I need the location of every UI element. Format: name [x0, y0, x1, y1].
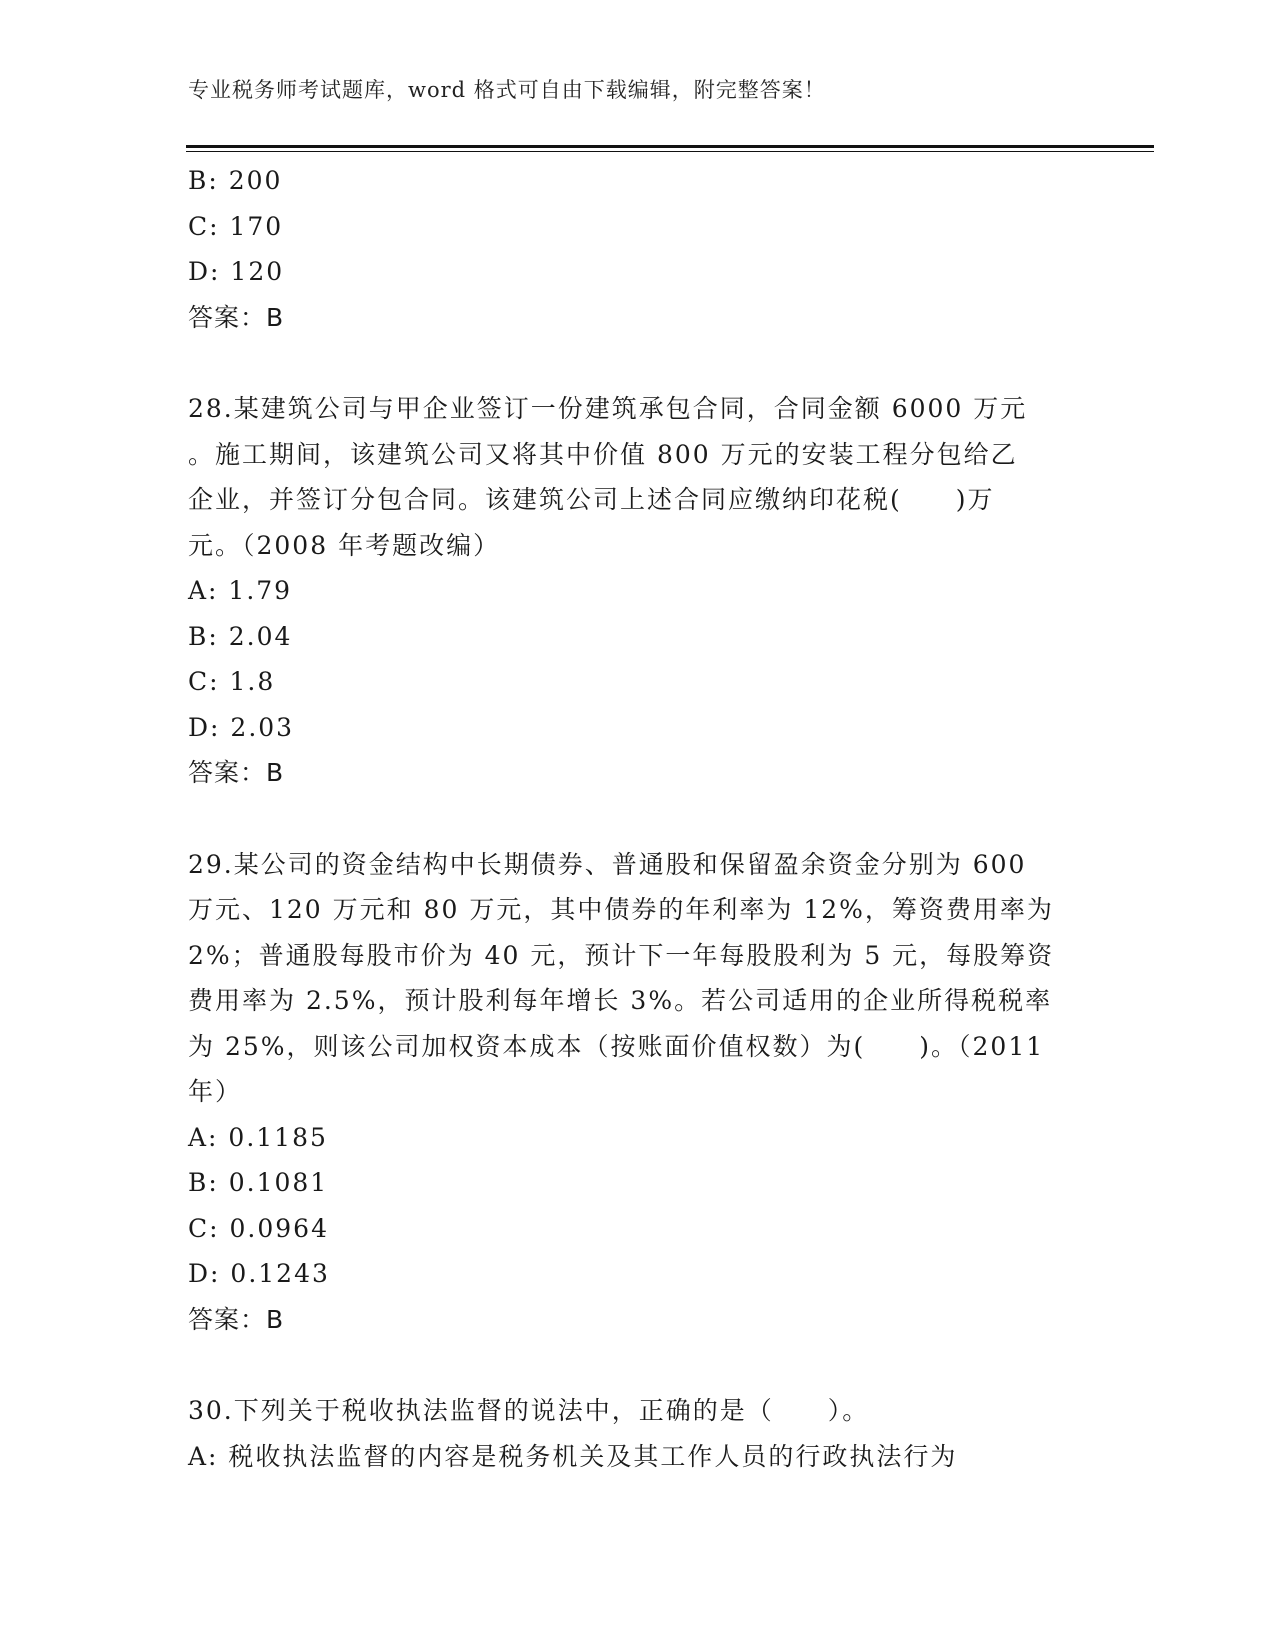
option-a: A: 0.1185 [188, 1122, 328, 1152]
question-29 [188, 842, 1088, 1343]
header-divider [186, 145, 1154, 148]
question-text: 为 25%，则该公司加权资本成本（按账面价值权数）为( )。（2011 [188, 1031, 1045, 1061]
option-c: C: 0.0964 [188, 1213, 329, 1243]
answer-line: 答案：B [188, 758, 285, 787]
question-text: 29.某公司的资金结构中长期债券、普通股和保留盈余资金分别为 600 [188, 849, 1027, 879]
question-text: 年） [188, 1077, 243, 1106]
question-28 [188, 386, 1088, 796]
header-divider-thin [186, 151, 1154, 152]
option-c: C: 1.8 [188, 667, 276, 696]
question-text: 28.某建筑公司与甲企业签订一份建筑承包合同，合同金额 6000 万元 [188, 394, 1028, 423]
question-30 [188, 1388, 1088, 1479]
spacer [188, 1342, 1088, 1388]
question-text: 万元、120 万元和 80 万元，其中债券的年利率为 12%，筹资费用率为 [188, 895, 1054, 924]
question-text: 30.下列关于税收执法监督的说法中，正确的是（ ）。 [188, 1396, 870, 1425]
answer-line: 答案：B [188, 1304, 285, 1334]
option-b: B: 2.04 [188, 621, 293, 651]
question-text: 2%；普通股每股市价为 40 元，预计下一年每股股利为 5 元，每股筹资 [188, 940, 1055, 970]
answer-line: 答案：B [188, 302, 285, 332]
document-body [188, 158, 1088, 1479]
option-a: A: 1.79 [188, 576, 293, 605]
option-d: D: 0.1243 [188, 1259, 330, 1288]
question-text: 企业，并签订分包合同。该建筑公司上述合同应缴纳印花税( )万 [188, 485, 995, 514]
question-text: 。施工期间，该建筑公司又将其中价值 800 万元的安装工程分包给乙 [188, 439, 1018, 469]
spacer [188, 796, 1088, 842]
option-c: C: 170 [188, 211, 284, 241]
option-d: D: 120 [188, 257, 285, 286]
option-a: A: 税收执法监督的内容是税务机关及其工作人员的行政执法行为 [188, 1441, 958, 1471]
spacer [188, 340, 1088, 386]
option-b: B: 200 [188, 166, 283, 195]
question-text: 费用率为 2.5%，预计股利每年增长 3%。若公司适用的企业所得税税率 [188, 986, 1053, 1015]
question-text: 元。（2008 年考题改编） [188, 530, 501, 560]
option-d: D: 2.03 [188, 712, 295, 742]
prev-question [188, 158, 1088, 340]
option-b: B: 0.1081 [188, 1168, 329, 1197]
page-header: 专业税务师考试题库，word 格式可自由下载编辑，附完整答案！ [188, 78, 826, 102]
